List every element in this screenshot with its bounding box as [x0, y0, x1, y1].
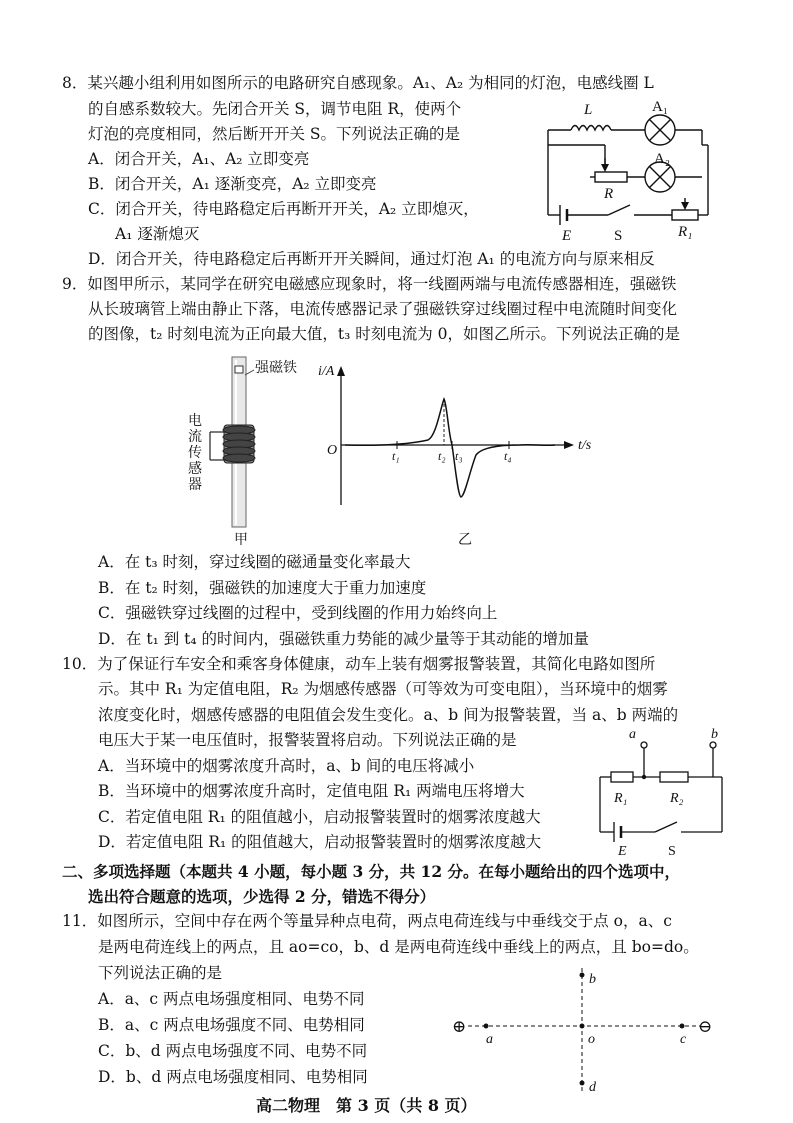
- q11-label-b: b: [589, 972, 596, 987]
- q8-stem-line2: 的自感系数较大。先闭合开关 S，调节电阻 R，使两个: [88, 100, 462, 118]
- q8-stem-line3: 灯泡的亮度相同，然后断开开关 S。下列说法正确的是: [88, 125, 461, 143]
- q8-label-A2: A₂: [654, 151, 671, 167]
- q9-option-a: A．在 t₃ 时刻，穿过线圈的磁通量变化率最大: [98, 553, 411, 571]
- q11-stem-line3: 下列说法正确的是: [98, 964, 223, 982]
- q11-option-b: B．a、c 两点电场强度不同、电势相同: [98, 1016, 365, 1034]
- q10-stem-line4: 电压大于某一电压值时，报警装置将启动。下列说法正确的是: [98, 731, 517, 749]
- q8-stem-line1: 8．某兴趣小组利用如图所示的电路研究自感现象。A₁、A₂ 为相同的灯泡，电感线圈 L: [62, 74, 654, 92]
- q9-label-yi: 乙: [458, 533, 472, 548]
- q9-tick-t2: t₂: [438, 449, 446, 463]
- section2-heading-line2: 选出符合题意的选项，少选得 2 分，错选不得分）: [88, 887, 436, 906]
- q11-positive-charge-icon: ⊕: [452, 1017, 467, 1036]
- section2-heading-line1: 二、多项选择题（本题共 4 小题，每小题 3 分，共 12 分。在每小题给出的四个选项中，: [62, 862, 681, 881]
- q8-option-c-line2: A₁ 逐渐熄灭: [115, 225, 200, 243]
- q10-label-R1: R₁: [614, 791, 628, 806]
- q10-stem-line3: 浓度变化时，烟感传感器的电阻值会发生变化。a、b 间为报警装置，当 a、b 两端的: [98, 706, 679, 724]
- q9-graph-origin: O: [327, 443, 338, 458]
- q10-label-E: E: [618, 844, 627, 859]
- q8-label-A1: A₁: [652, 99, 669, 115]
- q9-option-b: B．在 t₂ 时刻，强磁铁的加速度大于重力加速度: [98, 579, 427, 597]
- q8-label-E: E: [562, 228, 572, 244]
- q9-graph-ylabel: i/A: [318, 364, 335, 379]
- q10-stem-line1: 10．为了保证行车安全和乘客身体健康，动车上装有烟雾报警装置，其简化电路如图所: [62, 655, 656, 673]
- q9-stem-line2: 从长玻璃管上端由静止下落，电流传感器记录了强磁铁穿过线圈过程中电流随时间变化: [88, 300, 678, 318]
- q11-option-a: A．a、c 两点电场强度相同、电势不同: [98, 990, 365, 1008]
- q10-label-b: b: [711, 727, 718, 742]
- q9-sensor-char-1: 电: [188, 414, 202, 429]
- q9-label-jia: 甲: [234, 533, 248, 548]
- q9-label-magnet: 强磁铁: [255, 361, 297, 376]
- q11-option-c: C．b、d 两点电场强度不同、电势不同: [98, 1042, 368, 1060]
- q11-stem-line2: 是两电荷连线上的两点，且 ao=co，b、d 是两电荷连线中垂线上的两点，且 bo=do。: [98, 938, 699, 956]
- q10-option-b: B．当环境中的烟雾浓度升高时，定值电阻 R₁ 两端电压将增大: [98, 782, 525, 800]
- q9-stem-line3: 的图像，t₂ 时刻电流为正向最大值，t₃ 时刻电流为 0，如图乙所示。下列说法正确的是: [88, 325, 681, 343]
- q9-sensor-char-4: 感: [188, 462, 202, 477]
- q10-option-c: C．若定值电阻 R₁ 的阻值越小，启动报警装置时的烟雾浓度越大: [98, 808, 541, 826]
- q10-label-S: S: [668, 844, 676, 859]
- q8-option-d: D．闭合开关，待电路稳定后再断开开关瞬间，通过灯泡 A₁ 的电流方向与原来相反: [88, 250, 655, 268]
- q8-option-a: A．闭合开关，A₁、A₂ 立即变亮: [88, 150, 310, 168]
- q8-label-S: S: [614, 228, 623, 244]
- q11-label-o: o: [588, 1032, 595, 1047]
- page-footer: 高二物理 第 3 页（共 8 页）: [256, 1096, 477, 1115]
- q9-sensor-char-5: 器: [188, 478, 202, 493]
- q8-label-L: L: [584, 102, 593, 118]
- q11-label-c: c: [680, 1032, 687, 1047]
- q9-option-c: C．强磁铁穿过线圈的过程中，受到线圈的作用力始终向上: [98, 604, 498, 622]
- q11-option-d: D．b、d 两点电场强度相同、电势相同: [98, 1068, 368, 1086]
- q9-option-d: D．在 t₁ 到 t₄ 的时间内，强磁铁重力势能的减少量等于其动能的增加量: [98, 630, 590, 648]
- q9-sensor-char-3: 传: [188, 446, 202, 461]
- q10-option-a: A．当环境中的烟雾浓度升高时，a、b 间的电压将减小: [98, 757, 475, 775]
- q10-stem-line2: 示。其中 R₁ 为定值电阻，R₂ 为烟感传感器（可等效为可变电阻），当环境中的烟雾: [98, 680, 668, 698]
- q8-label-R1: R₁: [678, 224, 693, 240]
- q8-label-R: R: [604, 186, 614, 202]
- q11-label-d: d: [589, 1080, 596, 1095]
- q11-label-a: a: [486, 1032, 493, 1047]
- q9-graph-xlabel: t/s: [578, 438, 592, 453]
- q11-negative-charge-icon: ⊖: [698, 1017, 713, 1036]
- q10-label-a: a: [629, 727, 636, 742]
- q10-label-R2: R₂: [670, 791, 684, 806]
- q10-option-d: D．若定值电阻 R₁ 的阻值越大，启动报警装置时的烟雾浓度越大: [98, 833, 542, 851]
- q9-tick-t3: t₃: [455, 449, 463, 463]
- q9-tick-t1: t₁: [392, 449, 400, 463]
- q11-stem-line1: 11．如图所示，空间中存在两个等量异种点电荷，两点电荷连线与中垂线交于点 o，a、c: [62, 912, 672, 930]
- q9-stem-line1: 9．如图甲所示，某同学在研究电磁感应现象时，将一线圈两端与电流传感器相连，强磁铁: [62, 275, 677, 293]
- q8-option-b: B．闭合开关，A₁ 逐渐变亮，A₂ 立即变亮: [88, 175, 377, 193]
- q8-option-c-line1: C．闭合开关，待电路稳定后再断开开关，A₂ 立即熄灭，: [88, 200, 479, 218]
- q9-sensor-char-2: 流: [188, 430, 202, 445]
- q9-tick-t4: t₄: [504, 449, 512, 463]
